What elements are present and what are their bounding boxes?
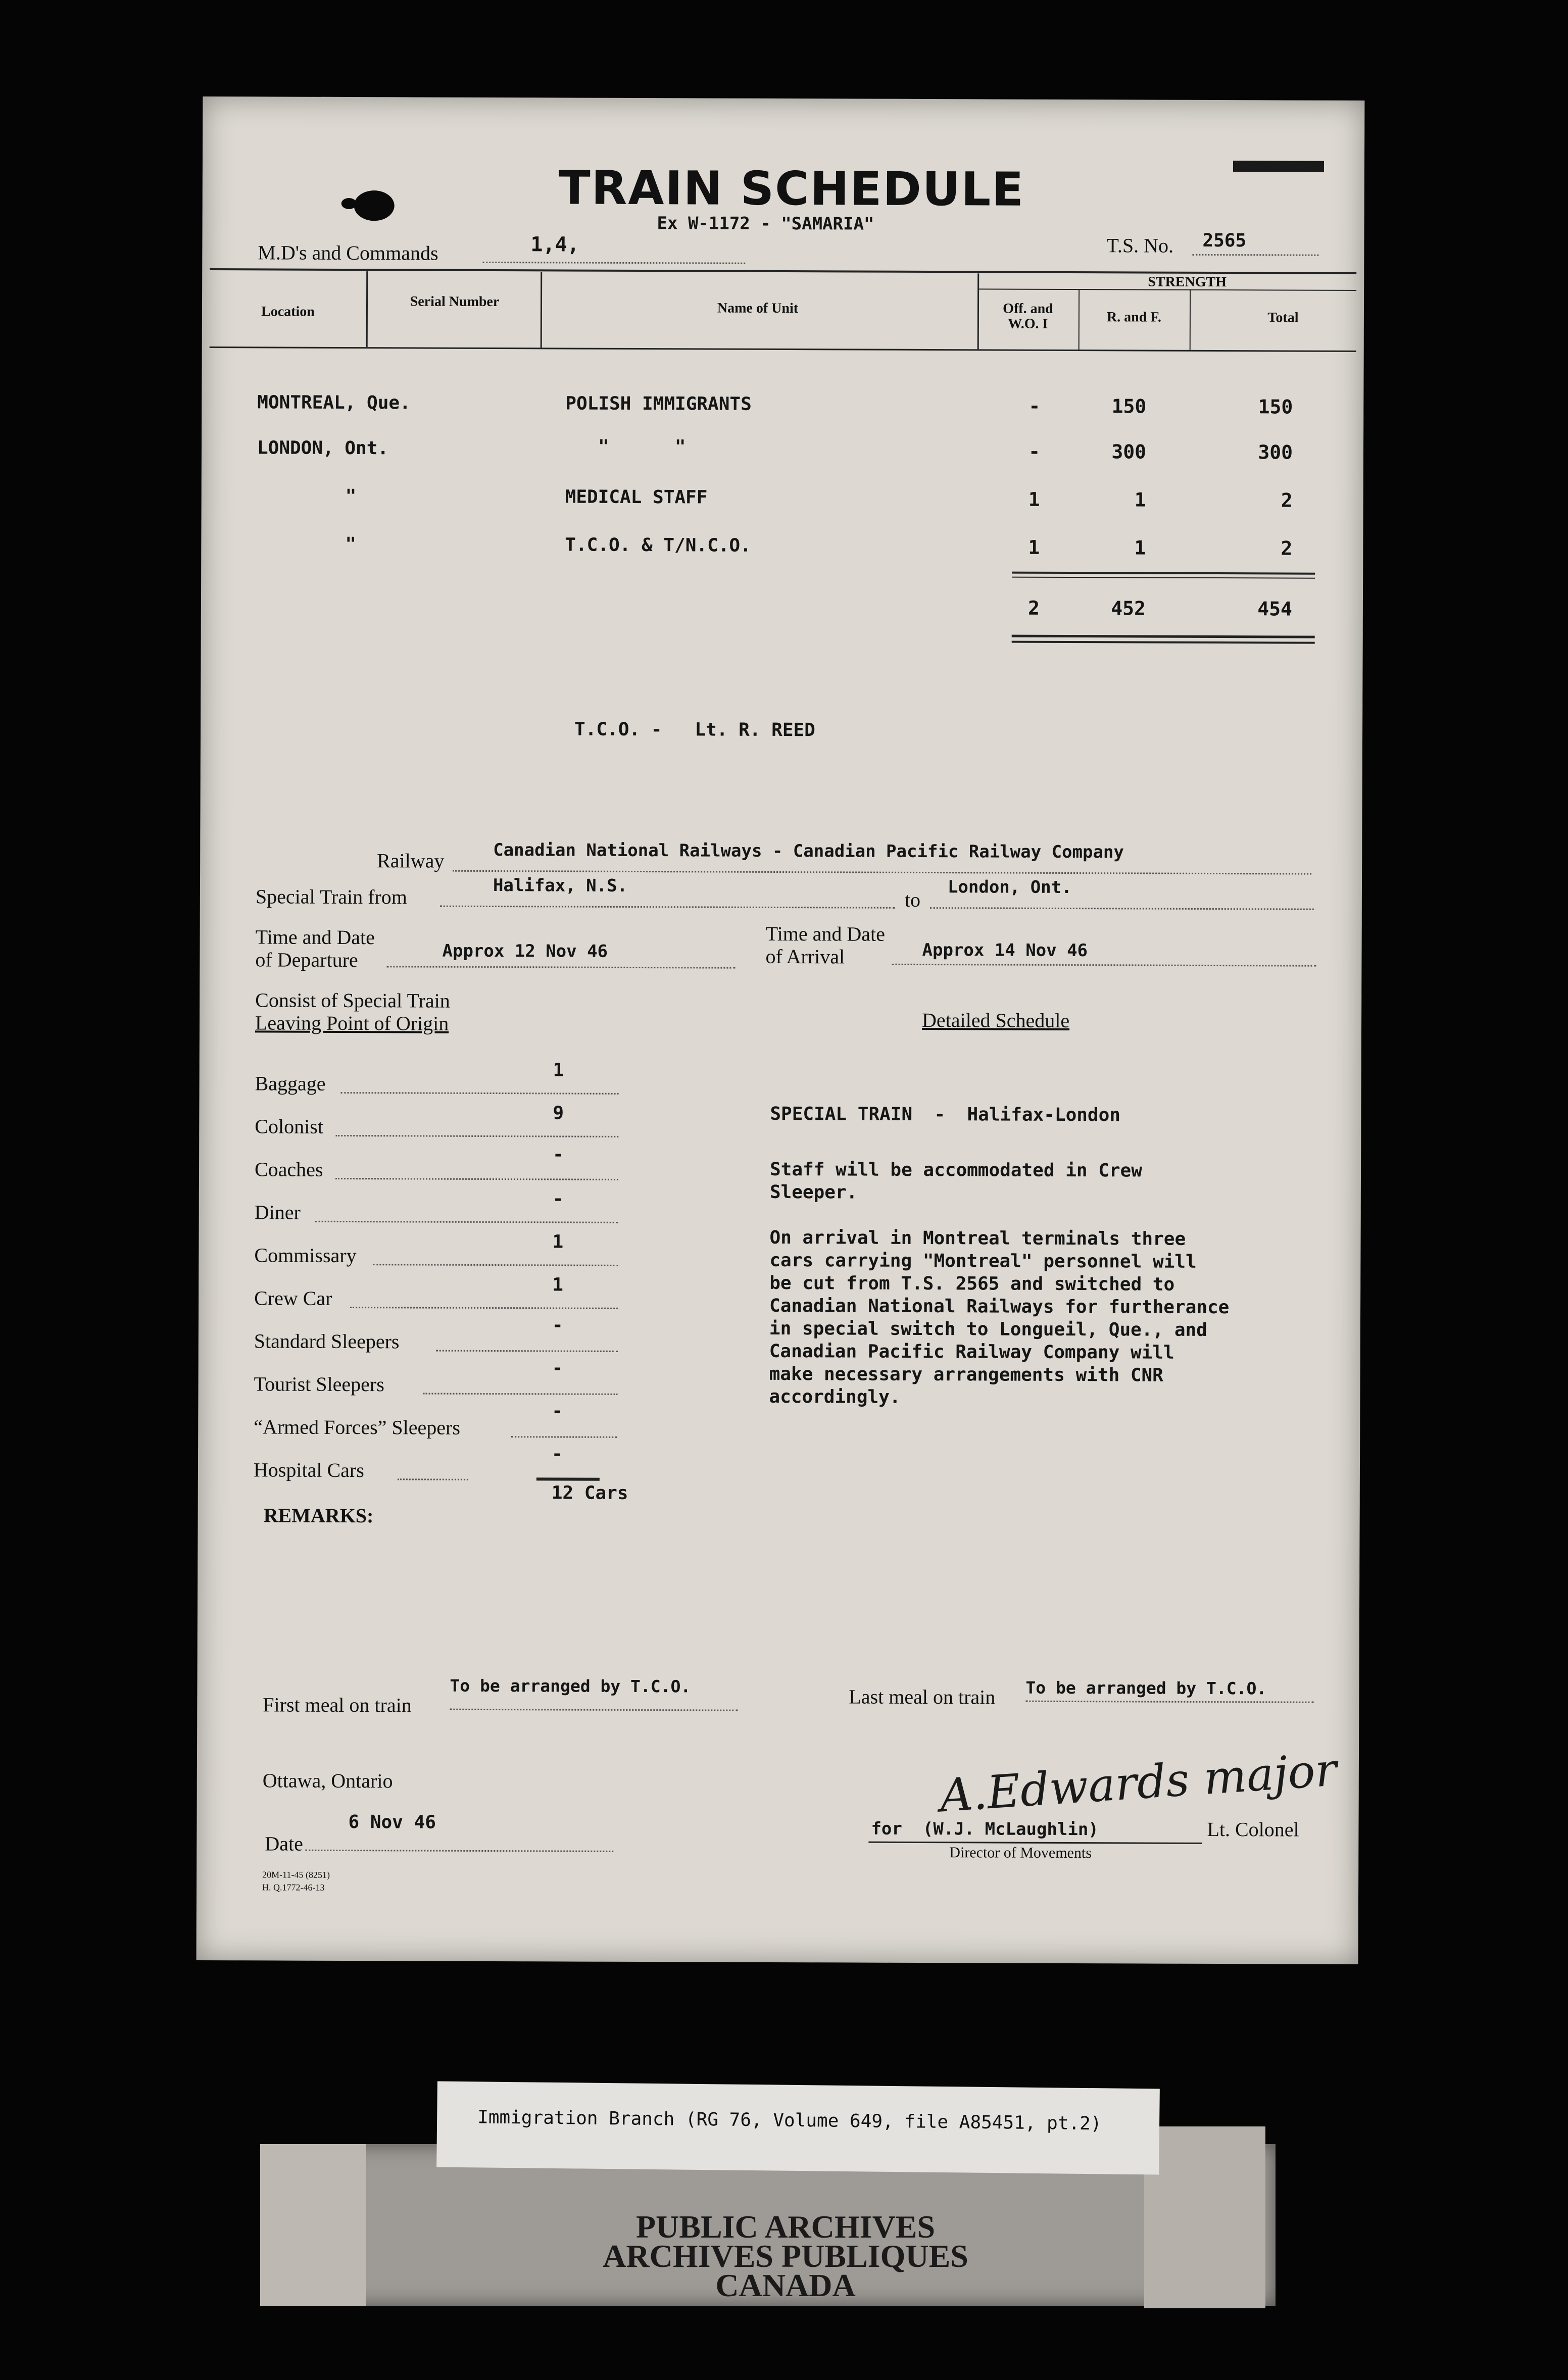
consist-dot-baggage — [341, 1092, 619, 1095]
row-3-off: 1 — [1028, 488, 1040, 511]
consist-value-armed-forces-sleepers: - — [552, 1401, 563, 1422]
col-header-unit: Name of Unit — [717, 300, 799, 317]
consist-value-coaches: - — [553, 1144, 564, 1165]
consist-value-standard-sleepers: - — [552, 1315, 563, 1336]
consist-value-colonist: 9 — [553, 1103, 564, 1124]
consist-label-crew-car: Crew Car — [254, 1286, 332, 1310]
special-train-to-value: London, Ont. — [947, 877, 1072, 898]
col-header-total: Total — [1267, 310, 1299, 326]
md-dotline — [482, 262, 745, 264]
archive-stamp-line-3: CANADA — [715, 2267, 856, 2303]
railway-dotline — [453, 870, 1311, 875]
totals-rule-bottom-1 — [1012, 635, 1315, 638]
consist-value-baggage: 1 — [553, 1060, 564, 1081]
col-header-rf: R. and F. — [1106, 309, 1161, 325]
form-number-1: 20M-11-45 (8251) — [262, 1869, 330, 1880]
row-4-off: 1 — [1028, 536, 1040, 559]
for-signatory: for (W.J. McLaughlin) — [871, 1818, 1099, 1840]
row-2-location: LONDON, Ont. — [257, 437, 389, 459]
row-1-rf: 150 — [1111, 395, 1147, 418]
strength-header: STRENGTH — [1148, 274, 1227, 290]
totals-rf: 452 — [1111, 597, 1146, 620]
signatory-rank: Lt. Colonel — [1207, 1817, 1299, 1841]
detailed-para-line-6: Canadian Pacific Railway Company will — [769, 1341, 1174, 1363]
consist-dot-diner — [315, 1221, 618, 1223]
tco-line: T.C.O. - Lt. R. REED — [574, 719, 815, 741]
ts-value: 2565 — [1202, 230, 1247, 252]
from-dotline — [440, 906, 895, 909]
consist-label-diner: Diner — [254, 1201, 301, 1224]
detailed-para-line-8: accordingly. — [769, 1386, 901, 1408]
table-top-rule — [210, 268, 1356, 274]
ink-blot-small — [341, 198, 357, 209]
consist-value-crew-car: 1 — [552, 1274, 563, 1296]
arrival-label-2: of Arrival — [765, 945, 845, 968]
detailed-para-line-3: be cut from T.S. 2565 and switched to — [769, 1272, 1175, 1295]
row-3-location: " — [345, 485, 357, 507]
row-3-unit: MEDICAL STAFF — [565, 486, 708, 508]
row-1-total: 150 — [1258, 395, 1293, 418]
totals-off: 2 — [1027, 597, 1040, 619]
arrival-dotline — [892, 964, 1316, 967]
consist-value-hospital-cars: - — [551, 1444, 563, 1465]
row-1-unit: POLISH IMMIGRANTS — [565, 393, 752, 415]
row-1-location: MONTREAL, Que. — [257, 392, 411, 414]
consist-dot-colonist — [335, 1135, 618, 1137]
consist-label-tourist-sleepers: Tourist Sleepers — [254, 1372, 384, 1396]
row-2-total: 300 — [1258, 441, 1293, 464]
ts-label: T.S. No. — [1106, 234, 1174, 257]
row-2-rf: 300 — [1111, 440, 1147, 463]
row-4-total: 2 — [1281, 537, 1293, 560]
special-train-to-label: to — [904, 888, 921, 911]
detailed-para-line-1: On arrival in Montreal terminals three — [769, 1227, 1186, 1250]
row-3-total: 2 — [1281, 489, 1293, 512]
consist-label-hospital-cars: Hospital Cars — [253, 1458, 364, 1482]
totals-rule-top-1 — [1012, 572, 1315, 575]
remarks-label: REMARKS: — [263, 1504, 374, 1527]
arrival-label-1: Time and Date — [765, 922, 886, 946]
departure-label-2: of Departure — [255, 948, 358, 972]
departure-value: Approx 12 Nov 46 — [442, 940, 608, 962]
consist-dot-hospital-cars — [398, 1478, 468, 1480]
detailed-staff-line-2: Sleeper. — [769, 1181, 858, 1203]
col-divider-2 — [541, 272, 543, 348]
col-divider-3 — [977, 273, 979, 349]
railway-label: Railway — [377, 849, 445, 872]
consist-dot-standard-sleepers — [436, 1350, 618, 1352]
to-dotline — [930, 907, 1314, 910]
col-divider-1 — [366, 271, 368, 347]
consist-dot-crew-car — [350, 1307, 618, 1309]
totals-rule-top-2 — [1012, 577, 1315, 579]
consist-value-commissary: 1 — [552, 1231, 564, 1253]
last-meal-label: Last meal on train — [849, 1685, 996, 1709]
detailed-para-line-7: make necessary arrangements with CNR — [769, 1363, 1163, 1386]
col-header-off: Off. and W.O. I — [1003, 301, 1053, 332]
row-2-unit: " " — [598, 436, 686, 458]
archive-strip-right-tape — [1144, 2126, 1265, 2308]
archive-stamp-line-1: PUBLIC ARCHIVES — [635, 2209, 936, 2245]
md-label: M.D's and Commands — [258, 241, 438, 265]
consist-value-tourist-sleepers: - — [552, 1358, 563, 1379]
footer-date-dotline — [305, 1850, 613, 1852]
departure-label-1: Time and Date — [255, 925, 375, 949]
archive-stamp — [530, 2209, 1041, 2303]
row-1-off: - — [1028, 394, 1041, 417]
consist-dot-commissary — [373, 1264, 618, 1266]
row-3-rf: 1 — [1134, 488, 1146, 511]
col-divider-4 — [1079, 289, 1080, 350]
archive-reference-text: Immigration Branch (RG 76, Volume 649, file A85451, pt.2) — [477, 2107, 1102, 2135]
row-4-unit: T.C.O. & T/N.C.O. — [565, 534, 751, 556]
special-train-from-label: Special Train from — [255, 885, 407, 909]
row-4-rf: 1 — [1134, 536, 1146, 559]
row-2-off: - — [1028, 440, 1041, 463]
first-meal-value: To be arranged by T.C.O. — [450, 1675, 691, 1697]
last-meal-dotline — [1025, 1701, 1313, 1703]
redaction-bar — [1233, 161, 1324, 172]
detailed-special-train: SPECIAL TRAIN - Halifax-London — [770, 1103, 1121, 1126]
detailed-para-line-4: Canadian National Railways for furtherance — [769, 1295, 1230, 1318]
ink-blot — [354, 190, 395, 221]
page-subtitle: Ex W-1172 - "SAMARIA" — [657, 213, 874, 234]
special-train-from-value: Halifax, N.S. — [493, 875, 628, 896]
consist-dot-armed-forces-sleepers — [511, 1436, 617, 1438]
last-meal-value: To be arranged by T.C.O. — [1025, 1677, 1267, 1699]
ts-dotline — [1192, 254, 1318, 256]
col-header-serial: Serial Number — [410, 293, 500, 310]
document-sheet — [197, 96, 1365, 1964]
consist-label-standard-sleepers: Standard Sleepers — [254, 1329, 400, 1353]
consist-value-diner: - — [552, 1188, 564, 1210]
signature: A.Edwards major — [938, 1743, 1339, 1823]
page-title: TRAIN SCHEDULE — [558, 161, 1025, 217]
signature-rule — [868, 1842, 1202, 1844]
col-header-location: Location — [261, 304, 315, 320]
consist-label-baggage: Baggage — [255, 1072, 326, 1095]
row-4-location: " — [345, 533, 357, 555]
archive-reference-tag — [436, 2081, 1160, 2175]
table-header-bottom-rule — [210, 346, 1356, 352]
consist-sum-rule — [536, 1477, 600, 1480]
consist-label-armed-forces-sleepers: “Armed Forces” Sleepers — [254, 1415, 461, 1439]
totals-total: 454 — [1257, 598, 1292, 620]
consist-label-coaches: Coaches — [254, 1158, 323, 1181]
director-title: Director of Movements — [949, 1844, 1092, 1862]
railway-value: Canadian National Railways - Canadian Pacific Railway Company — [493, 840, 1124, 863]
totals-rule-bottom-2 — [1012, 641, 1315, 644]
form-number-2: H. Q.1772-46-13 — [262, 1882, 325, 1893]
md-value: 1,4, — [530, 233, 579, 257]
detailed-staff-line-1: Staff will be accommodated in Crew — [769, 1159, 1143, 1181]
consist-total: 12 Cars — [551, 1482, 628, 1504]
archive-strip-left-tape — [260, 2144, 366, 2306]
col-divider-5 — [1190, 289, 1191, 350]
consist-dot-coaches — [335, 1178, 618, 1180]
departure-dotline — [386, 966, 735, 968]
consist-heading-1: Consist of Special Train — [255, 988, 450, 1012]
consist-heading-2: Leaving Point of Origin — [255, 1011, 449, 1035]
footer-date-label: Date — [265, 1832, 303, 1855]
first-meal-dotline — [450, 1709, 738, 1711]
detailed-para-line-5: in special switch to Longueil, Que., and — [769, 1318, 1207, 1341]
first-meal-label: First meal on train — [263, 1693, 412, 1717]
arrival-value: Approx 14 Nov 46 — [922, 939, 1088, 961]
consist-label-commissary: Commissary — [254, 1244, 357, 1267]
consist-label-colonist: Colonist — [255, 1115, 324, 1138]
consist-dot-tourist-sleepers — [423, 1393, 617, 1395]
archive-stamp-line-2: ARCHIVES PUBLIQUES — [603, 2238, 968, 2274]
detailed-schedule-heading: Detailed Schedule — [921, 1008, 1070, 1032]
footer-date-value: 6 Nov 46 — [348, 1812, 436, 1833]
detailed-para-line-2: cars carrying "Montreal" personnel will — [769, 1250, 1197, 1272]
footer-place: Ottawa, Ontario — [262, 1769, 393, 1793]
